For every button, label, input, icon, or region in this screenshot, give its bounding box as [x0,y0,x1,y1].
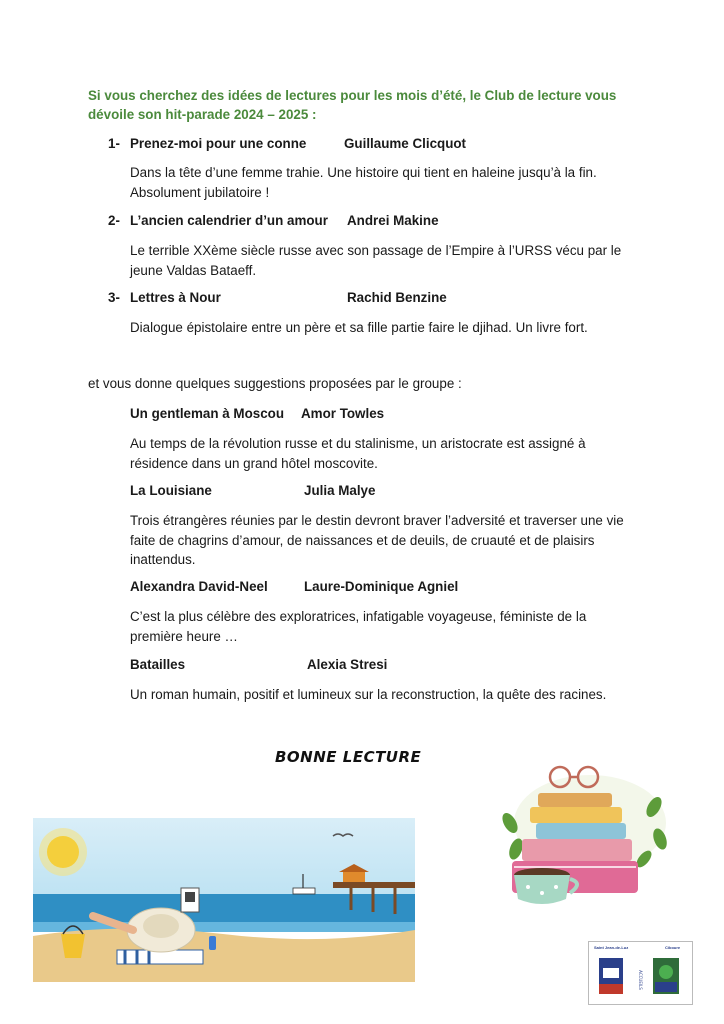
intro-heading: Si vous cherchez des idées de lectures pour les mois d’été, le Club de lecture vous dévoile son hit-parade 2024 – 2025 : [88,88,617,122]
book-description: Au temps de la révolution russe et du stalinisme, un aristocrate est assigné à résidence dans un grand hôtel moscovite. [130,436,586,471]
book-title: Lettres à Nour [130,290,221,305]
book-author: Alexia Stresi [307,657,388,672]
logo-caption-right: Ciboure [665,945,681,950]
book-author: Julia Malye [304,483,376,498]
suggestions-intro: et vous donne quelques suggestions proposées par le groupe : [88,376,462,391]
book-title: La Louisiane [130,483,212,498]
book-title: L’ancien calendrier d’un amour [130,213,328,228]
book-title: Batailles [130,657,186,672]
book-title: Prenez-moi pour une conne [130,136,307,151]
list-number: 2- [108,213,120,228]
book-author: Andrei Makine [347,213,439,228]
book-description: Le terrible XXème siècle russe avec son passage de l’Empire à l’URSS vécu par le jeune Valdas Bataeff. [130,243,622,278]
bottle-icon [209,936,216,950]
book-author: Amor Towles [301,406,385,421]
book-title: Un gentleman à Moscou [130,406,285,421]
list-number: 1- [108,136,120,151]
book-description: Trois étrangères réunies par le destin devront braver l’adversité et traverser une vie faite de chagrins d’amour, de naissances et de deuils, de cruauté et de plaisirs inattendus. [130,513,624,567]
book-description: Dans la tête d’une femme trahie. Une histoire qui tient en haleine jusqu’à la fin. Absolument jubilatoire ! [130,165,597,200]
book-author: Guillaume Clicquot [344,136,467,151]
list-number: 3- [108,290,120,305]
book-description: Un roman humain, positif et lumineux sur la reconstruction, la quête des racines. [130,687,607,702]
town-logo [588,941,693,1005]
book-author: Laure-Dominique Agniel [304,579,459,594]
logo-caption-left: Saint Jean-de-Luz [594,945,629,950]
beach-illustration [33,818,415,982]
books-stack-illustration [494,763,674,911]
book-author: Rachid Benzine [347,290,447,305]
svg-text:ACCUEILS: ACCUEILS [638,970,643,990]
book-description: C’est la plus célèbre des exploratrices, infatigable voyageuse, féministe de la première heure … [130,609,587,644]
closing-banner: BONNE LECTURE [275,748,422,766]
book-title: Alexandra David-Neel [130,579,268,594]
book-description: Dialogue épistolaire entre un père et sa fille partie faire le djihad. Un livre fort. [130,320,588,335]
coffee-cup-icon [514,868,577,904]
